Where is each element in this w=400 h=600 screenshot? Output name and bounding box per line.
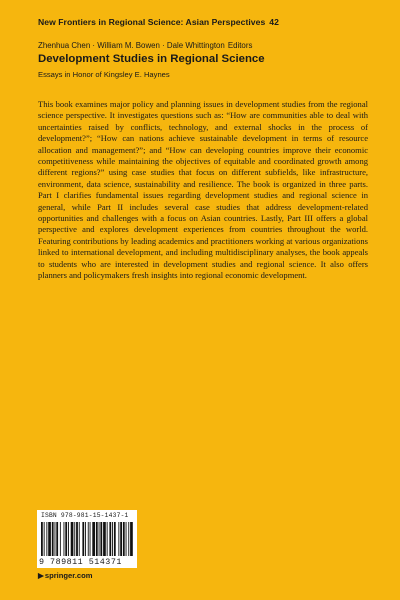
barcode-bar — [56, 522, 58, 556]
barcode-number: 9 789811 514371 — [39, 557, 122, 567]
book-subtitle: Essays in Honor of Kingsley E. Haynes — [38, 70, 170, 79]
barcode-bar — [128, 522, 129, 556]
barcode-graphic — [41, 522, 133, 556]
barcode-bar — [82, 522, 84, 556]
barcode-bar — [112, 522, 113, 556]
barcode-bar — [88, 522, 89, 556]
barcode-bar — [96, 522, 98, 556]
barcode-bar — [126, 522, 127, 556]
barcode-panel — [37, 510, 137, 568]
barcode-bar — [76, 522, 78, 556]
book-title: Development Studies in Regional Science — [38, 53, 265, 65]
barcode-bar — [92, 522, 95, 556]
barcode-bar — [103, 522, 106, 556]
barcode-bar — [90, 522, 91, 556]
barcode-bar — [55, 522, 56, 556]
barcode-bar — [109, 522, 111, 556]
editors-names: Zhenhua Chen · William M. Bowen · Dale Whittington — [38, 41, 225, 50]
barcode-bar — [46, 522, 47, 556]
barcode-bar — [68, 522, 69, 556]
barcode-bar — [120, 522, 122, 556]
barcode-bar — [44, 522, 45, 556]
publisher-link[interactable] — [38, 571, 93, 580]
book-description: This book examines major policy and planning issues in development studies from the regional science perspective. It investigates questions such as: “How are communities able to deal with uncertainties raised by conflicts, technology, and external shocks in the process of development?”; “How can nations achieve sustainable development in terms of resource allocation and management?”; and “How can developing countries improve their economic competitiveness while maintaining the objectives of equitable and coordinated growth among different regions?” using case studies that focus on different subfields, like infrastructure, environment, data science, sustainability and resilience. The book is organized in three parts. Part I clarifies fundamental issues regarding development studies and regional science in general, while Part II includes several case studies that address development-related opportunities and challenges with a focus on Asian countries. Lastly, Part III offers a global perspective and explores development experiences from countries throughout the world. Featuring contributions by leading academics and practitioners working at various organizations linked to international development, and including multidisciplinary analyses, the book appeals to students who are interested in development studies and regional science. It also offers planners and policymakers fresh insights into regional economic development. — [38, 99, 368, 281]
barcode-bar — [71, 522, 74, 556]
barcode-bar — [114, 522, 116, 556]
barcode-bar — [130, 522, 133, 556]
barcode-bar — [99, 522, 100, 556]
barcode-bar — [74, 522, 75, 556]
barcode-bar — [48, 522, 51, 556]
barcode-bar — [107, 522, 108, 556]
barcode-bar — [52, 522, 54, 556]
barcode-bar — [79, 522, 80, 556]
barcode-bar — [41, 522, 43, 556]
arrow-icon: ▶ — [38, 571, 44, 580]
series-line — [38, 17, 279, 27]
editors-line — [38, 41, 252, 50]
publisher-url: springer.com — [44, 571, 93, 580]
barcode-bar — [65, 522, 67, 556]
barcode-bar — [64, 522, 65, 556]
barcode-bar — [60, 522, 61, 556]
barcode-bar — [118, 522, 119, 556]
barcode-bar — [85, 522, 86, 556]
series-volume: 42 — [269, 17, 279, 27]
barcode-bar — [100, 522, 102, 556]
editors-role: Editors — [227, 41, 253, 50]
isbn-text: ISBN 978-981-15-1437-1 — [41, 512, 129, 519]
barcode-bar — [123, 522, 125, 556]
series-name: New Frontiers in Regional Science: Asian Perspectives — [38, 17, 266, 27]
